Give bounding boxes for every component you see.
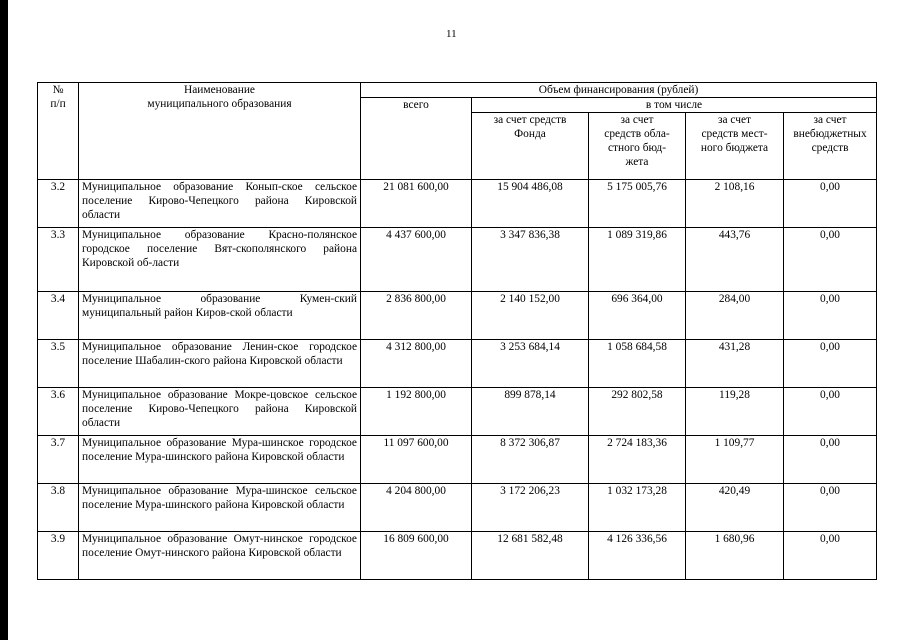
header-including: в том числе (472, 98, 877, 113)
row-extrabudget: 0,00 (784, 532, 877, 580)
row-extrabudget: 0,00 (784, 180, 877, 228)
row-total: 1 192 800,00 (361, 388, 472, 436)
row-fund: 12 681 582,48 (472, 532, 589, 580)
row-fund: 3 253 684,14 (472, 340, 589, 388)
row-local: 2 108,16 (686, 180, 784, 228)
table-row (38, 340, 877, 388)
row-regional: 4 126 336,56 (589, 532, 686, 580)
row-name: Муниципальное образование Мура-шинское сельское поселение Мура-шинского района Кировской области (79, 484, 361, 532)
row-num: 3.6 (38, 388, 79, 436)
row-total: 11 097 600,00 (361, 436, 472, 484)
table-row (38, 180, 877, 228)
row-num: 3.9 (38, 532, 79, 580)
row-fund: 3 172 206,23 (472, 484, 589, 532)
row-total: 21 081 600,00 (361, 180, 472, 228)
row-extrabudget: 0,00 (784, 228, 877, 292)
row-fund: 15 904 486,08 (472, 180, 589, 228)
row-extrabudget: 0,00 (784, 484, 877, 532)
row-local: 1 680,96 (686, 532, 784, 580)
row-regional: 696 364,00 (589, 292, 686, 340)
row-name: Муниципальное образование Красно-полянское городское поселение Вят-скополянского района Кировской об-ласти (79, 228, 361, 292)
header-fund: за счет средств Фонда (472, 113, 589, 180)
row-local: 443,76 (686, 228, 784, 292)
row-num: 3.7 (38, 436, 79, 484)
row-total: 2 836 800,00 (361, 292, 472, 340)
row-regional: 292 802,58 (589, 388, 686, 436)
row-name: Муниципальное образование Мокре-цовское сельское поселение Кирово-Чепецкого района Кировской области (79, 388, 361, 436)
row-total: 4 312 800,00 (361, 340, 472, 388)
row-local: 1 109,77 (686, 436, 784, 484)
table-row (38, 436, 877, 484)
row-name: Муниципальное образование Мура-шинское городское поселение Мура-шинского района Кировской области (79, 436, 361, 484)
row-extrabudget: 0,00 (784, 292, 877, 340)
row-num: 3.5 (38, 340, 79, 388)
header-extrabudget: за счет внебюджетных средств (784, 113, 877, 180)
financing-table (37, 82, 877, 580)
row-num: 3.8 (38, 484, 79, 532)
table-row (38, 484, 877, 532)
row-extrabudget: 0,00 (784, 340, 877, 388)
header-regional: за счет средств обла- стного бюд- жета (589, 113, 686, 180)
table-row (38, 388, 877, 436)
row-name: Муниципальное образование Конып-ское сельское поселение Кирово-Чепецкого района Кировской области (79, 180, 361, 228)
row-name: Муниципальное образование Ленин-ское городское поселение Шабалин-ского района Кировской области (79, 340, 361, 388)
row-name: Муниципальное образование Омут-нинское городское поселение Омут-нинского района Кировской области (79, 532, 361, 580)
row-local: 431,28 (686, 340, 784, 388)
page-number: 11 (446, 28, 457, 40)
row-fund: 899 878,14 (472, 388, 589, 436)
row-num: 3.2 (38, 180, 79, 228)
row-fund: 8 372 306,87 (472, 436, 589, 484)
row-regional: 5 175 005,76 (589, 180, 686, 228)
row-extrabudget: 0,00 (784, 436, 877, 484)
row-local: 420,49 (686, 484, 784, 532)
row-fund: 3 347 836,38 (472, 228, 589, 292)
scan-edge (0, 0, 8, 640)
header-total: всего (361, 98, 472, 180)
header-name: Наименование муниципального образования (79, 83, 361, 180)
row-local: 284,00 (686, 292, 784, 340)
row-name: Муниципальное образование Кумен-ский муниципальный район Киров-ской области (79, 292, 361, 340)
row-total: 4 204 800,00 (361, 484, 472, 532)
row-local: 119,28 (686, 388, 784, 436)
row-fund: 2 140 152,00 (472, 292, 589, 340)
table-row (38, 532, 877, 580)
header-num: № п/п (38, 83, 79, 180)
row-regional: 1 058 684,58 (589, 340, 686, 388)
row-total: 4 437 600,00 (361, 228, 472, 292)
header-volume: Объем финансирования (рублей) (361, 83, 877, 98)
row-total: 16 809 600,00 (361, 532, 472, 580)
row-num: 3.3 (38, 228, 79, 292)
table-row (38, 228, 877, 292)
row-regional: 1 032 173,28 (589, 484, 686, 532)
row-num: 3.4 (38, 292, 79, 340)
row-regional: 1 089 319,86 (589, 228, 686, 292)
row-extrabudget: 0,00 (784, 388, 877, 436)
row-regional: 2 724 183,36 (589, 436, 686, 484)
table-row (38, 292, 877, 340)
header-local: за счет средств мест- ного бюджета (686, 113, 784, 180)
